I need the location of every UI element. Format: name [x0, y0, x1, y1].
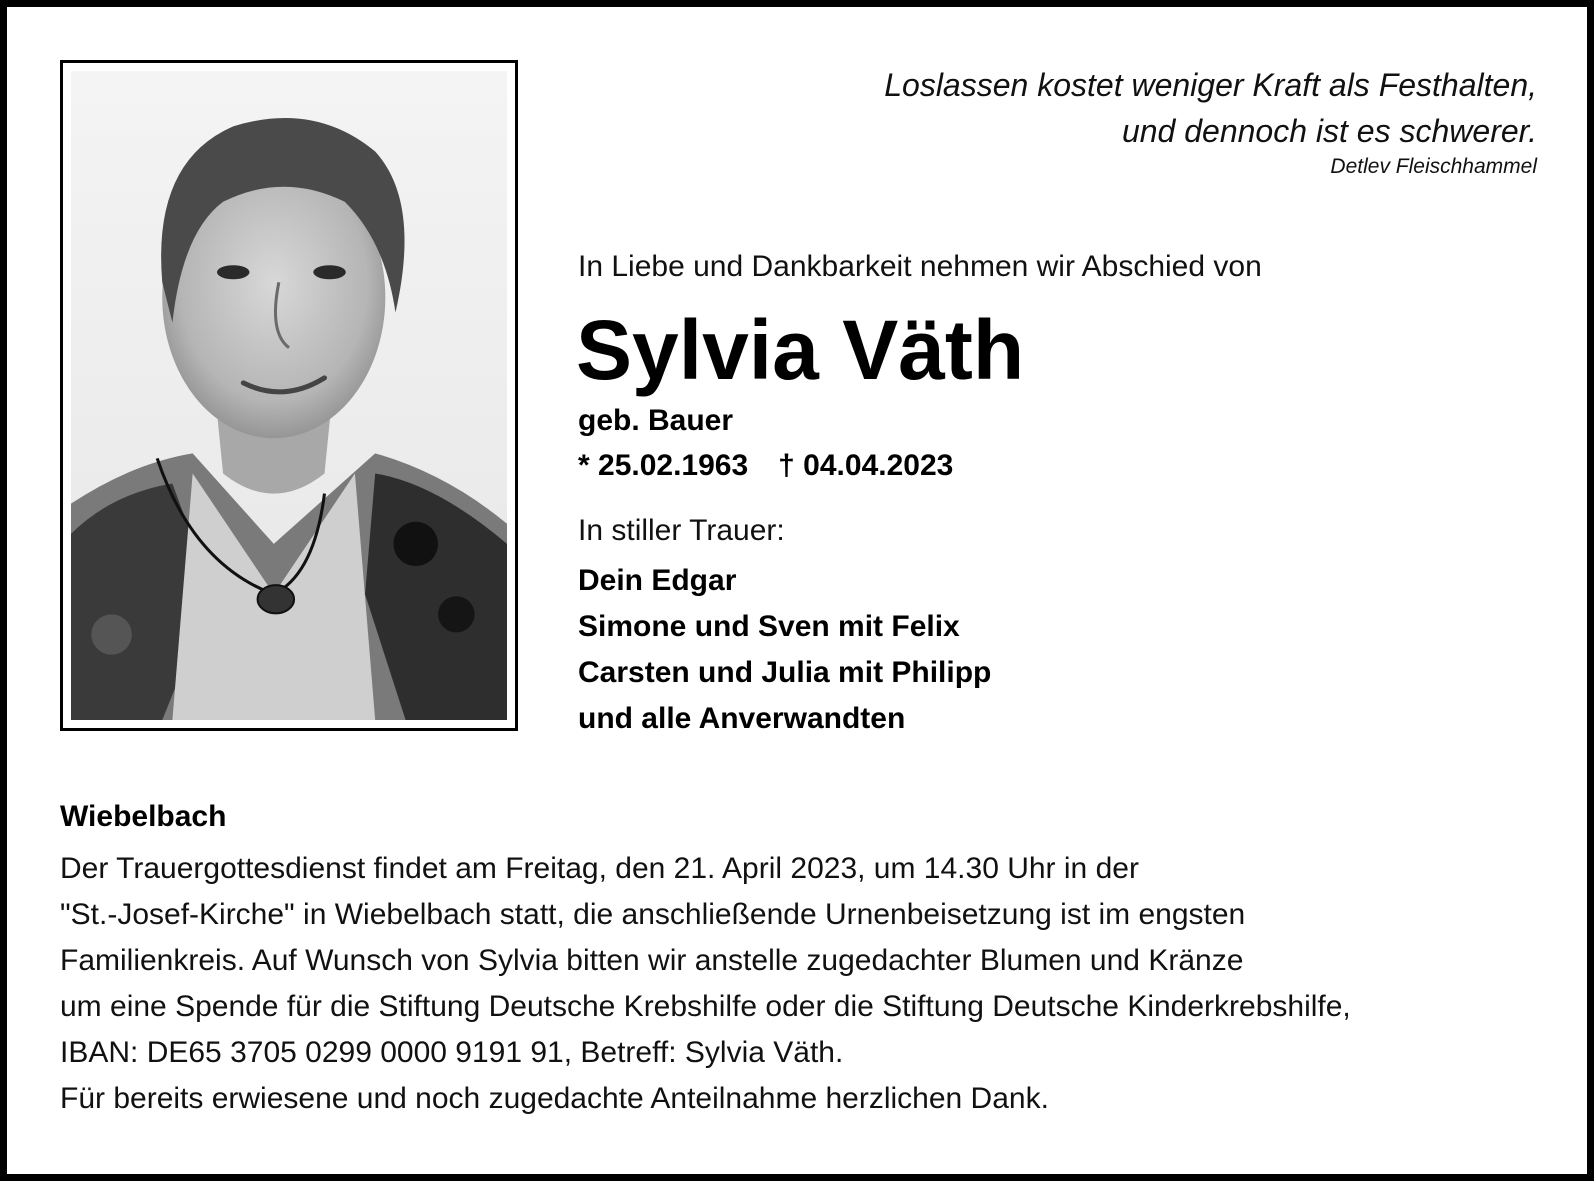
farewell-intro: In Liebe und Dankbarkeit nehmen wir Abschied von — [578, 250, 1262, 283]
mourner-name: und alle Anverwandten — [578, 702, 906, 735]
birth-date: * 25.02.1963 — [578, 449, 749, 482]
mourner-name: Dein Edgar — [578, 564, 737, 597]
quote-line: Loslassen kostet weniger Kraft als Festhalten, — [884, 67, 1537, 103]
mourner-name: Carsten und Julia mit Philipp — [578, 656, 992, 689]
mourners-heading: In stiller Trauer: — [578, 514, 785, 547]
service-text-line: IBAN: DE65 3705 0299 0000 9191 91, Betreff: Sylvia Väth. — [60, 1036, 844, 1069]
deceased-name: Sylvia Väth — [576, 303, 1025, 397]
service-text-line: um eine Spende für die Stiftung Deutsche Krebshilfe oder die Stiftung Deutsche Kinderkrebshilfe, — [60, 990, 1351, 1023]
maiden-name: geb. Bauer — [578, 404, 734, 437]
service-text-line: Familienkreis. Auf Wunsch von Sylvia bitten wir anstelle zugedachter Blumen und Kränze — [60, 944, 1244, 977]
quote-author: Detlev Fleischhammel — [1330, 155, 1537, 178]
death-date: † 04.04.2023 — [778, 449, 954, 482]
portrait-photo — [71, 71, 507, 720]
service-text-line: Der Trauergottesdienst findet am Freitag, den 21. April 2023, um 14.30 Uhr in der — [60, 852, 1139, 885]
service-text-line: Für bereits erwiesene und noch zugedachte Anteilnahme herzlichen Dank. — [60, 1082, 1049, 1115]
mourners-list — [578, 558, 991, 742]
quote-line: und dennoch ist es schwerer. — [1121, 113, 1537, 149]
service-details — [60, 846, 1540, 1122]
portrait-frame — [60, 60, 518, 731]
service-text-line: "St.-Josef-Kirche" in Wiebelbach statt, die anschließende Urnenbeisetzung ist im engsten — [60, 898, 1246, 931]
mourner-name: Simone und Sven mit Felix — [578, 610, 960, 643]
service-place: Wiebelbach — [60, 800, 227, 833]
quote — [637, 62, 1537, 154]
life-dates — [578, 449, 953, 483]
